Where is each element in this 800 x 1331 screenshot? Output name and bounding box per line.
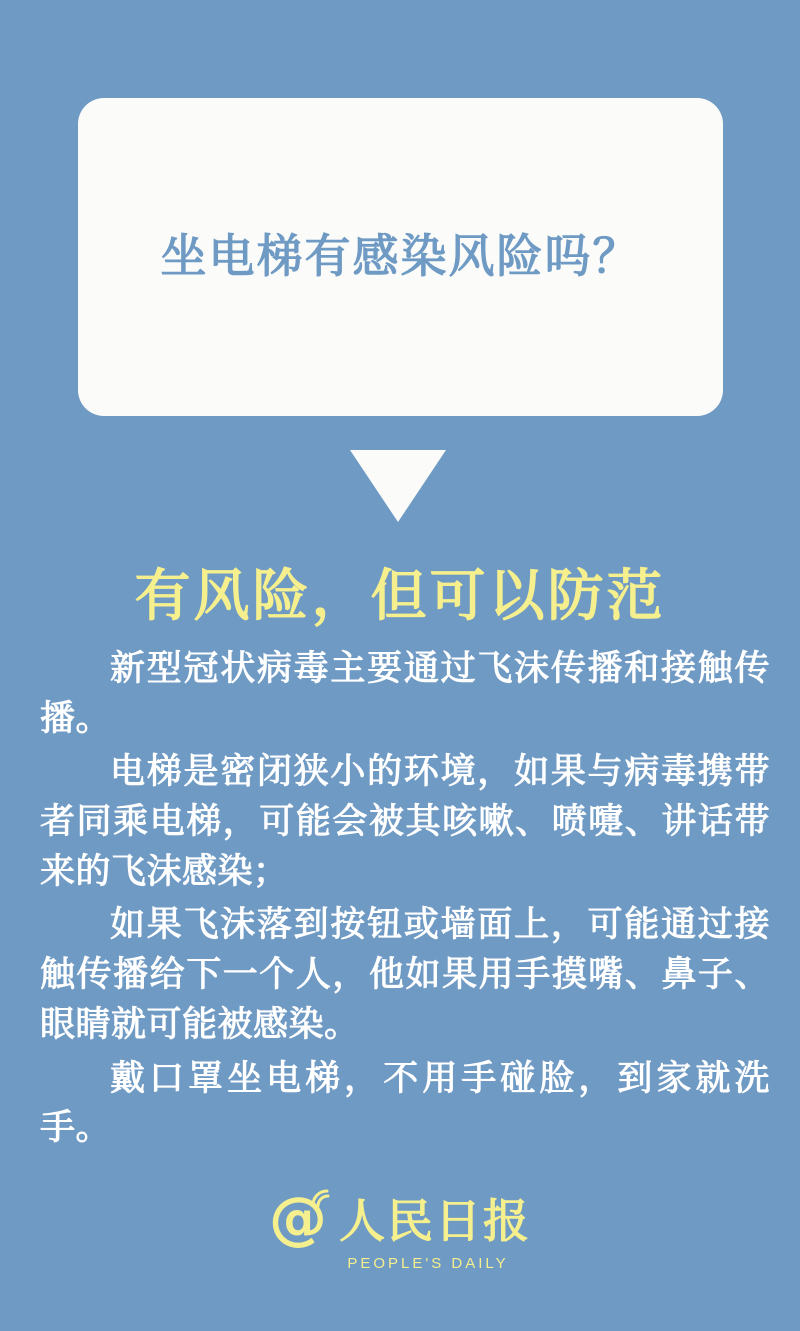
wifi-signal-icon	[309, 1185, 335, 1211]
body-paragraph: 戴口罩坐电梯，不用手碰脸，到家就洗手。	[40, 1058, 770, 1149]
logo-row	[269, 1185, 531, 1251]
body-paragraph: 新型冠状病毒主要通过飞沫传播和接触传播。	[40, 649, 770, 739]
question-card	[78, 98, 723, 416]
footer-logo	[0, 1185, 800, 1272]
triangle-pointer-icon	[350, 450, 446, 522]
brand-name-cn: 人民日报	[339, 1194, 531, 1248]
body-paragraph: 如果飞沫落到按钮或墙面上，可能通过接触传播给下一个人，他如果用手摸嘴、鼻子、眼睛就可能被感染。	[40, 905, 770, 1045]
at-sign-icon	[269, 1184, 331, 1252]
body-text-block	[40, 645, 770, 1158]
at-symbol-text: @	[269, 1184, 327, 1252]
body-paragraph: 电梯是密闭狭小的环境，如果与病毒携带者同乘电梯，可能会被其咳嗽、喷嚏、讲话带来的飞沫感染；	[40, 752, 770, 892]
headline-text: 有风险，但可以防范	[134, 564, 666, 629]
question-text: 坐电梯有感染风险吗？	[160, 229, 641, 284]
brand-name-en: PEOPLE'S DAILY	[347, 1255, 509, 1272]
